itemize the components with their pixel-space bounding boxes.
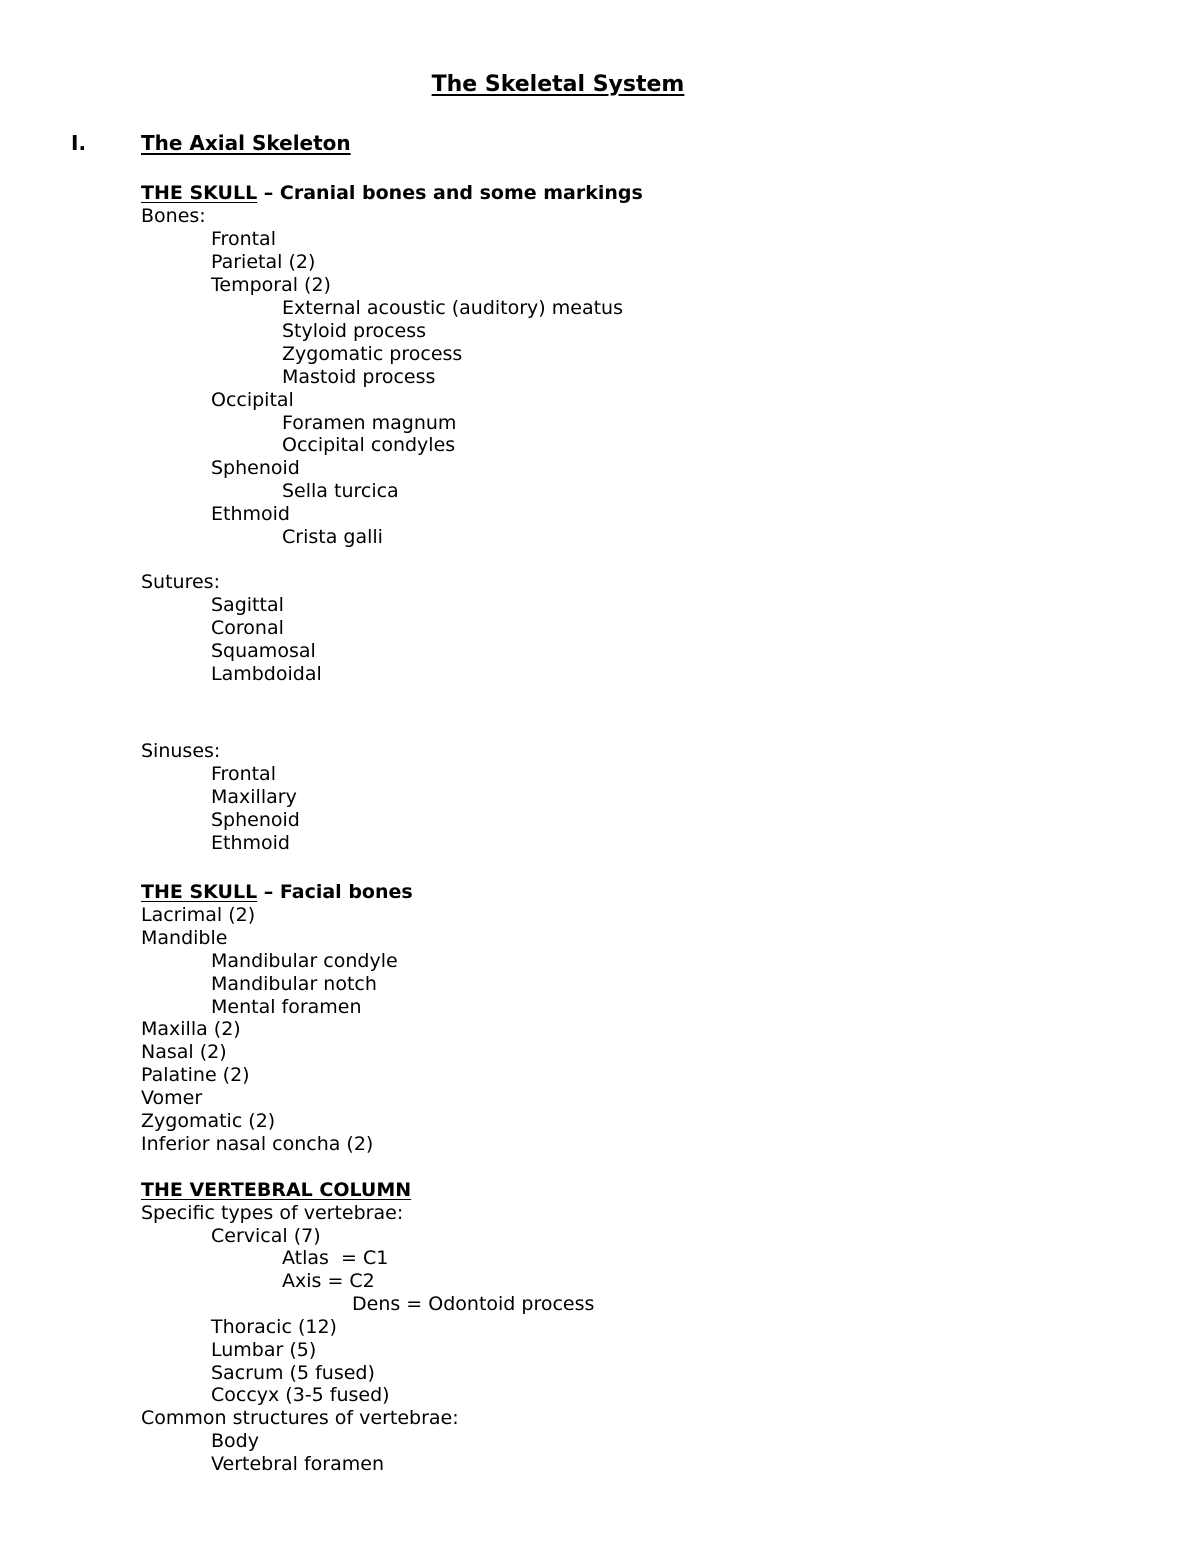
vertebra-type-item: Coccyx (3-5 fused)	[211, 1384, 390, 1406]
bone-marking: Mastoid process	[282, 366, 436, 388]
bone-item: Temporal (2)	[211, 274, 331, 296]
facial-bone-item: Palatine (2)	[141, 1064, 250, 1086]
vertebral-column-heading: THE VERTEBRAL COLUMN	[141, 1179, 412, 1201]
facial-bone-item: Mandible	[141, 927, 228, 949]
bone-marking: External acoustic (auditory) meatus	[282, 297, 623, 319]
bone-marking: Styloid process	[282, 320, 427, 342]
bone-item: Parietal (2)	[211, 251, 316, 273]
bone-marking: Foramen magnum	[282, 412, 457, 434]
vertebra-type-item: Lumbar (5)	[211, 1339, 317, 1361]
bones-label: Bones:	[141, 205, 206, 227]
suture-item: Lambdoidal	[211, 663, 322, 685]
sinus-item: Frontal	[211, 763, 276, 785]
bone-marking: Sella turcica	[282, 480, 399, 502]
section-numeral: I.	[71, 131, 87, 155]
mandible-marking: Mandibular notch	[211, 973, 377, 995]
vertebra-type-item: Sacrum (5 fused)	[211, 1362, 375, 1384]
sinus-item: Sphenoid	[211, 809, 300, 831]
cervical-detail: Atlas = C1	[282, 1247, 389, 1269]
mandible-marking: Mental foramen	[211, 996, 362, 1018]
sinus-item: Maxillary	[211, 786, 297, 808]
bone-item: Ethmoid	[211, 503, 290, 525]
bone-marking: Occipital condyles	[282, 434, 456, 456]
section-heading: The Axial Skeleton	[141, 131, 351, 155]
facial-bone-item: Inferior nasal concha (2)	[141, 1133, 374, 1155]
sinus-item: Ethmoid	[211, 832, 290, 854]
vertebra-structure-item: Vertebral foramen	[211, 1453, 385, 1475]
document-title: The Skeletal System	[431, 72, 685, 97]
sutures-label: Sutures:	[141, 571, 220, 593]
skull-facial-heading-rest: – Facial bones	[257, 881, 413, 903]
vertebra-structure-item: Body	[211, 1430, 259, 1452]
vertebrae-common-label: Common structures of vertebrae:	[141, 1407, 459, 1429]
suture-item: Coronal	[211, 617, 284, 639]
skull-cranial-heading	[141, 182, 643, 204]
bone-marking: Zygomatic process	[282, 343, 463, 365]
skull-facial-heading	[141, 881, 413, 903]
bone-item: Frontal	[211, 228, 276, 250]
sinuses-label: Sinuses:	[141, 740, 221, 762]
suture-item: Squamosal	[211, 640, 316, 662]
facial-bone-item: Zygomatic (2)	[141, 1110, 276, 1132]
vertebrae-types-label: Specific types of vertebrae:	[141, 1202, 404, 1224]
bone-marking: Crista galli	[282, 526, 383, 548]
cervical-detail: Axis = C2	[282, 1270, 375, 1292]
mandible-marking: Mandibular condyle	[211, 950, 398, 972]
facial-bone-item: Nasal (2)	[141, 1041, 227, 1063]
bone-item: Sphenoid	[211, 457, 300, 479]
bone-item: Occipital	[211, 389, 294, 411]
vertebra-type-item: Thoracic (12)	[211, 1316, 337, 1338]
skull-facial-heading-underlined: THE SKULL	[141, 881, 258, 903]
skull-cranial-heading-rest: – Cranial bones and some markings	[257, 182, 643, 204]
suture-item: Sagittal	[211, 594, 284, 616]
facial-bone-item: Vomer	[141, 1087, 203, 1109]
vertebra-type-item: Cervical (7)	[211, 1225, 321, 1247]
axis-detail: Dens = Odontoid process	[352, 1293, 595, 1315]
skull-cranial-heading-underlined: THE SKULL	[141, 182, 258, 204]
facial-bone-item: Lacrimal (2)	[141, 904, 256, 926]
facial-bone-item: Maxilla (2)	[141, 1018, 241, 1040]
